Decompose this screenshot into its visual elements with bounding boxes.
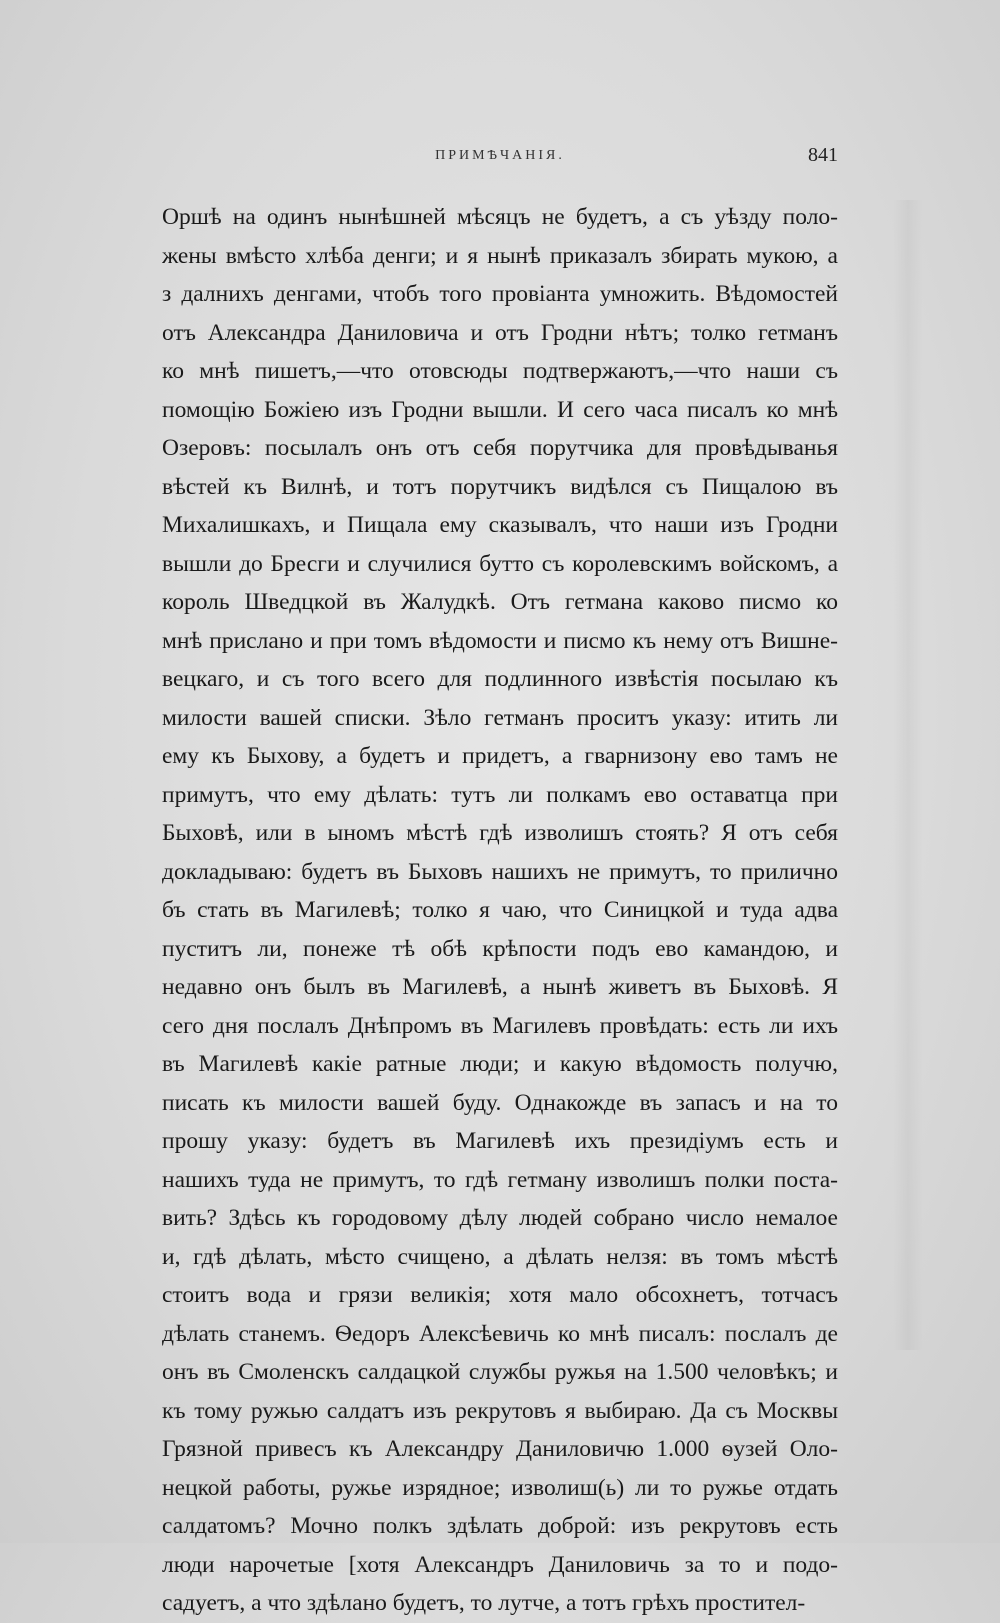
running-title: ПРИМѢЧАНІЯ. [435,148,565,163]
text-line: Михалишкахъ, и Пищала ему сказывалъ, что наши изъ Гродни [162,512,838,538]
text-line: нецкой работы, ружье изрядное; изволиш(ь) ли то ружье отдать [162,1474,838,1501]
text-line: люди нарочетые [хотя Александръ Даниловичь за то и подо- [162,1551,838,1578]
body-text [162,198,838,1623]
text-line: Грязной привесъ къ Александру Даниловичю 1.000 ѳузей Оло- [162,1436,838,1462]
text-line: вить? Здѣсь къ городовому дѣлу людей собрано число немалое [162,1205,838,1231]
text-line: и, гдѣ дѣлать, мѣсто счищено, а дѣлать нелзя: въ томъ мѣстѣ [162,1243,838,1270]
text-line: нашихъ туда не примутъ, то гдѣ гетману изволишъ полки поста- [162,1166,838,1193]
text-line: онъ въ Смоленскъ салдацкой службы ружья на 1.500 человѣкъ; и [162,1359,838,1385]
text-line: примутъ, что ему дѣлать: тутъ ли полкамъ ево оставатца при [162,781,838,808]
text-line: вышли до Бресги и случилися бутто съ королевскимъ войскомъ, а [162,550,838,577]
text-line: въ Магилевѣ какіе ратные люди; и какую вѣдомость получю, [162,1051,838,1077]
text-line: вецкаго, и съ того всего для подлинного извѣстія посылаю къ [162,666,838,692]
text-line: сего дня послалъ Днѣпромъ въ Магилевъ провѣдать: есть ли ихъ [162,1012,838,1039]
text-line: з далнихъ денгами, чтобъ того провіанта умножить. Вѣдомостей [162,281,838,307]
text-line: ко мнѣ пишетъ,—что отовсюды подтвержаютъ,—что наши съ [162,358,838,384]
text-line: недавно онъ былъ въ Магилевѣ, а нынѣ живетъ въ Быховѣ. Я [162,974,838,1000]
text-line: докладываю: будетъ въ Быховъ нашихъ не примутъ, то прилично [162,858,838,885]
text-line: ему къ Быхову, а будетъ и придетъ, а гварнизону ево тамъ не [162,743,838,769]
text-line: Быховѣ, или в ыномъ мѣстѣ гдѣ изволишъ стоять? Я отъ себя [162,820,838,846]
text-line: король Шведцкой въ Жалудкѣ. Отъ гетмана каково писмо ко [162,589,838,615]
text-line: Оршѣ на одинъ нынѣшней мѣсяцъ не будетъ, а съ уѣзду поло- [162,204,838,230]
text-line: бъ стать въ Магилевѣ; толко я чаю, что Синицкой и туда адва [162,897,838,923]
text-line: вѣстей къ Вилнѣ, и тотъ порутчикъ видѣлся съ Пищалою въ [162,473,838,500]
text-line: пуститъ ли, понеже тѣ обѣ крѣпости подъ ево камандою, и [162,935,838,962]
text-line: прошу указу: будетъ въ Магилевѣ ихъ президіумъ есть и [162,1128,838,1154]
text-line: милости вашей списки. Зѣло гетманъ проситъ указу: итить ли [162,704,838,731]
text-line: стоитъ вода и грязи великія; хотя мало обсохнетъ, тотчасъ [162,1282,838,1308]
running-head [162,144,838,174]
text-line: писать къ милости вашей буду. Однакожде въ запасъ и на то [162,1089,838,1116]
page-number: 841 [808,144,838,166]
text-line: салдатомъ? Мочно полкъ здѣлать доброй: изъ рекрутовъ есть [162,1513,838,1539]
text-line: къ тому ружью салдатъ изъ рекрутовъ я выбираю. Да съ Москвы [162,1397,838,1424]
text-line: Озеровъ: посылалъ онъ отъ себя порутчика для провѣдыванья [162,435,838,461]
text-line: отъ Александра Даниловича и отъ Гродни нѣтъ; толко гетманъ [162,319,838,346]
text-line: помощію Божіею изъ Гродни вышли. И сего часа писалъ ко мнѣ [162,396,838,423]
text-line: мнѣ прислано и при томъ вѣдомости и писмо къ нему отъ Вишне- [162,627,838,654]
text-line: дѣлать станемъ. Ѳедоръ Алексѣевичь ко мнѣ писалъ: послалъ де [162,1320,838,1347]
text-line: жены вмѣсто хлѣба денги; и я нынѣ приказалъ збирать мукою, а [162,242,838,269]
text-line: садуетъ, а что здѣлано будетъ, то лутче, а тотъ грѣхъ простител- [162,1590,806,1616]
show-through-shadow [893,200,923,1350]
